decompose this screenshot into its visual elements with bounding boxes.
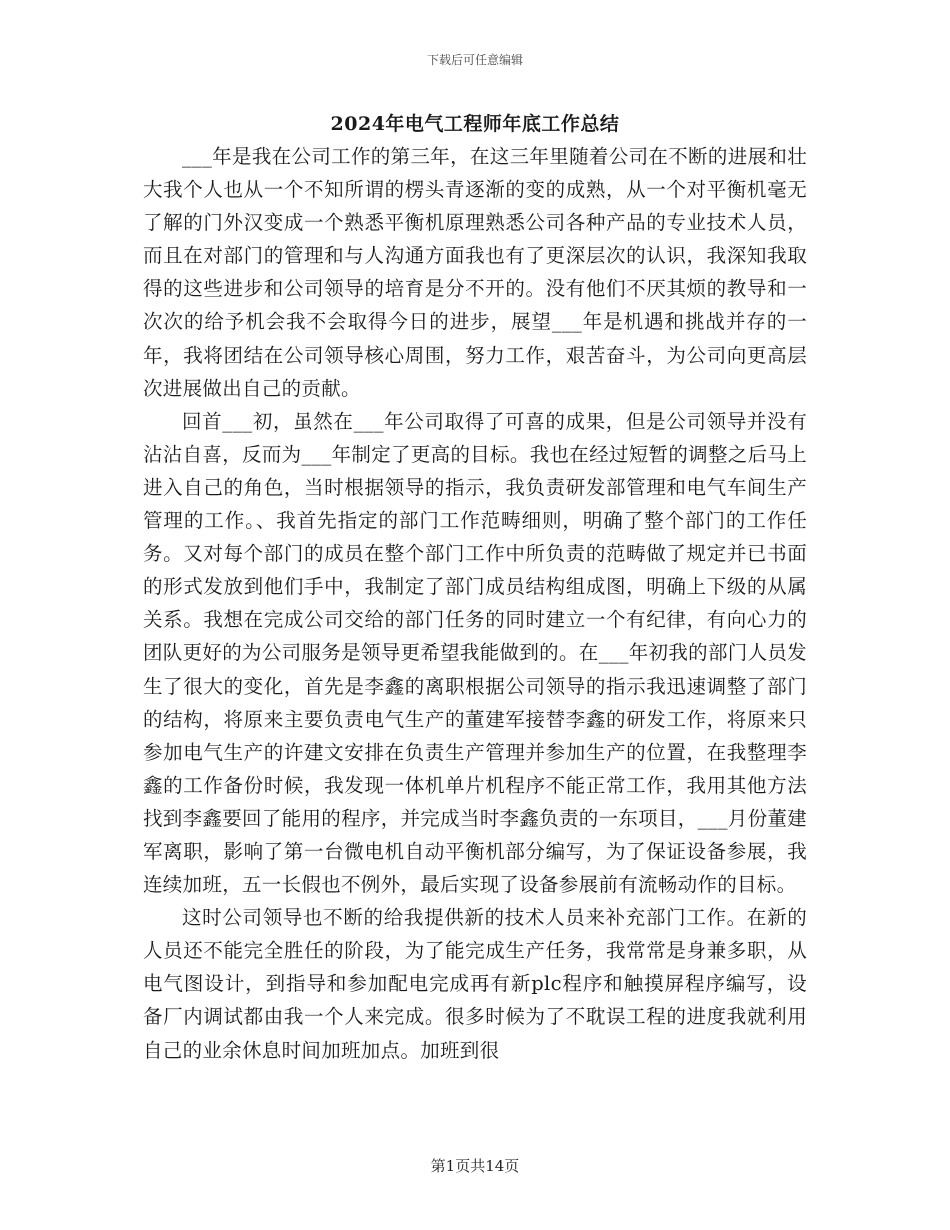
paragraph-2: 回首___初，虽然在___年公司取得了可喜的成果，但是公司领导并没有沾沾自喜，反而为___年制定了更高的目标。我也在经过短暂的调整之后马上进入自己的角色，当时根据领导的指示，我负责研发部管理和电气车间生产管理的工作。、我首先指定的部门工作范畴细则，明确了整个部门的工作任务。又对每个部门的成员在整个部门工作中所负责的范畴做了规定并已书面的形式发放到他们手中，我制定了部门成员结构组成图，明确上下级的从属关系。我想在完成公司交给的部门任务的同时建立一个有纪律，有向心力的团队更好的为公司服务是领导更希望我能做到的。在___年初我的部门人员发生了很大的变化，首先是李鑫的离职根据公司领导的指示我迅速调整了部门的结构，将原来主要负责电气生产的董建军接替李鑫的研发工作，将原来只参加电气生产的许建文安排在负责生产管理并参加生产的位置，在我整理李鑫的工作备份时候，我发现一体机单片机程序不能正常工作，我用其他方法找到李鑫要回了能用的程序，并完成当时李鑫负责的一东项目，___月份董建军离职，影响了第一台微电机自动平衡机部分编写，为了保证设备参展，我连续加班，五一长假也不例外，最后实现了设备参展前有流畅动作的目标。 [143, 409, 807, 897]
paragraph-3: 这时公司领导也不断的给我提供新的技术人员来补充部门工作。在新的人员还不能完全胜任的阶段，为了能完成生产任务，我常常是身兼多职，从电气图设计，到指导和参加配电完成再有新plc程序和触摸屏程序编写，设备厂内调试都由我一个人来完成。很多时候为了不耽误工程的进度我就利用自己的业余休息时间加班加点。加班到很 [143, 906, 807, 1062]
document-body [143, 140, 807, 1067]
page-number-footer: 第1页共14页 [430, 1157, 520, 1175]
page-header-note: 下载后可任意编辑 [426, 53, 523, 67]
document-title: 2024年电气工程师年底工作总结 [330, 113, 620, 135]
paragraph-1: ___年是我在公司工作的第三年，在这三年里随着公司在不断的进展和壮大我个人也从一个不知所谓的楞头青逐渐的变的成熟，从一个对平衡机毫无了解的门外汉变成一个熟悉平衡机原理熟悉公司各种产品的专业技术人员，而且在对部门的管理和与人沟通方面我也有了更深层次的认识，我深知我取得的这些进步和公司领导的培育是分不开的。没有他们不厌其烦的教导和一次次的给予机会我不会取得今日的进步，展望___年是机遇和挑战并存的一年，我将团结在公司领导核心周围，努力工作，艰苦奋斗，为公司向更高层次进展做出自己的贡献。 [143, 145, 807, 400]
